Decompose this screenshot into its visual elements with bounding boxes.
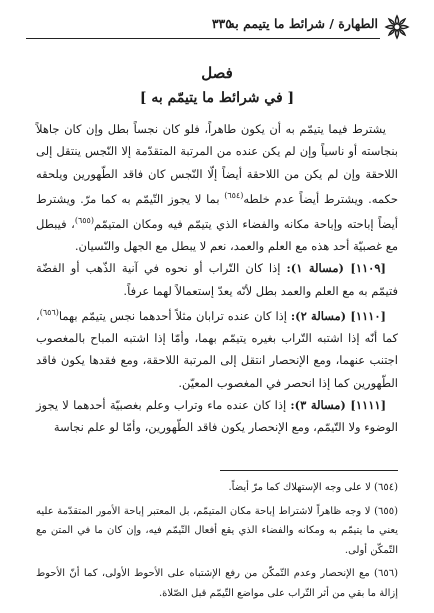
floral-ornament-icon — [384, 14, 410, 40]
issue-marker: [١١١٠] (مسالة ٢): — [290, 308, 386, 323]
footnote-654: (٦٥٤) لا على وجه الإستهلاك كما مرّ أيضاً. — [228, 482, 398, 493]
intro-text-1: يشترط فيما يتيمّم به أن يكون طاهراً، فلو كان نجساً بطل وإن كان جاهلاً بنجاسته أو ناسياً وإن لم يكن عنده من المرتبة المتقدّمة إلا النّجس ينتقل إلى اللاحقة وإن لم يكن من اللاحقة أيضاً إلّا النّجس كان فاقد الطّهورين ويلحقه حكمه. ويشترط أيضاً عدم خلطه — [36, 122, 398, 206]
running-header — [26, 14, 410, 42]
issue-marker: [١١٠٩] (مسالة ١): — [286, 261, 386, 276]
main-text — [36, 118, 398, 439]
footnote-ref-656: (٦٥٦) — [39, 308, 59, 318]
footnote-rule — [220, 470, 398, 471]
footnote-ref-654: (٦٥٤) — [224, 190, 244, 200]
section-title: فصل — [201, 64, 233, 82]
issue-text-2: ، كما أنّه إذا اشتبه التّراب بغيره يتيمّم بهما، وأمّا إذا اشتبه المباح بالمغصوب اجتنب عنهما، ومع الإنحصار انتقل إلى المرتبة اللاحقة، ومع فقدها يكون فاقد الطّهورين كما إذا انحصر في المغصوب المعيّن. — [36, 308, 398, 390]
issue-marker: [١١١١] (مسالة ٣): — [290, 398, 387, 413]
intro-text-3: ، فيبطل مع غصبيّة أحد هذه مع العلم والعمد، نعم لا يبطل مع الجهل والنّسيان. — [36, 216, 398, 254]
issue-text-1: إذا كان عنده ترابان مثلاً أحدهما نجس يتيمّم بهما — [58, 308, 291, 323]
footnote-ref-655: (٦٥٥) — [74, 216, 94, 226]
footnote-656: (٦٥٦) مع الإنحصار وعدم التّمكّن من رفع الإشتباه على الأحوط الأولى، كما أنّ الأحوط إزالة ما بقي من أثر التّراب على مواضع التّيمّم قبل الصّلاة. — [36, 568, 398, 599]
intro-text-2: بما لا يجوز التّيمّم به كما مرّ. ويشترط أيضاً إباحته وإباحة مكانه والفضاء الذي يتيمّم فيه ومكان المتيمّم — [36, 191, 398, 231]
issue-1109 — [36, 257, 398, 302]
header-rule — [26, 38, 380, 39]
issue-text: إذا كان التّراب أو نحوه في آنية الذّهب أو الفضّة فتيمّم به مع العلم والعمد بطل لأنّه يعدّ إستعمالاً لهما عرفاً. — [36, 261, 398, 298]
page-number: ٣٣٥ — [211, 16, 232, 31]
section-subtitle: [ في شرائط ما يتيمّم به ] — [139, 90, 295, 106]
header-title: الطهارة / شرائط ما يتيمم به — [228, 16, 378, 31]
issue-text: إذا كان عنده ماء وتراب وعلم بغصبيّة أحدهما لا يجوز الوضوء ولا التّيمّم، ومع الإنحصار يكون فاقد الطّهورين، وأمّا لو علم نجاسة — [36, 398, 398, 435]
footnote-655: (٦٥٥) لا وجه ظاهراً لاشتراط إباحة مكان المتيمّم، بل المعتبر إباحة الأمور المتقدّمة عليه يعني ما يتيمّم به ومكانه والفضاء الذي يقع أفعال التّيمّم فيه، وإن كان ما في المتن مع التّمكّن أولى. — [36, 505, 398, 556]
issue-1110 — [36, 302, 398, 394]
intro-paragraph — [36, 118, 398, 257]
footnotes — [36, 478, 398, 607]
issue-1111 — [36, 394, 398, 439]
